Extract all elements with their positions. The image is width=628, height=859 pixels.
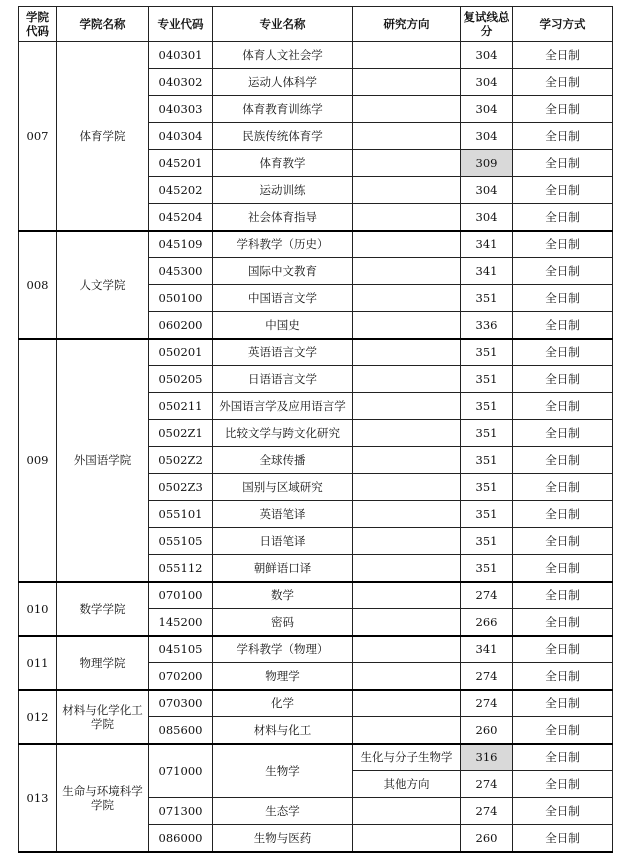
major-name: 朝鲜语口译	[213, 555, 353, 582]
major-code: 071300	[149, 798, 213, 825]
table-row	[19, 339, 613, 366]
study-mode: 全日制	[513, 366, 613, 393]
research-direction: 生化与分子生物学	[353, 744, 461, 771]
study-mode: 全日制	[513, 285, 613, 312]
cutoff-score: 316	[461, 744, 513, 771]
college-code: 012	[19, 690, 57, 744]
study-mode: 全日制	[513, 447, 613, 474]
research-direction	[353, 636, 461, 663]
header-college-code: 学院代码	[19, 7, 57, 42]
major-name: 日语语言文学	[213, 366, 353, 393]
cutoff-score: 351	[461, 474, 513, 501]
major-name: 运动训练	[213, 177, 353, 204]
cutoff-score: 351	[461, 528, 513, 555]
header-score: 复试线总分	[461, 7, 513, 42]
college-code: 008	[19, 231, 57, 339]
study-mode: 全日制	[513, 825, 613, 852]
study-mode: 全日制	[513, 69, 613, 96]
cutoff-score: 336	[461, 312, 513, 339]
research-direction	[353, 420, 461, 447]
research-direction	[353, 69, 461, 96]
cutoff-score: 274	[461, 798, 513, 825]
cutoff-score: 351	[461, 366, 513, 393]
table-row	[19, 42, 613, 69]
research-direction	[353, 204, 461, 231]
study-mode: 全日制	[513, 96, 613, 123]
college-name: 物理学院	[57, 636, 149, 690]
major-code: 045204	[149, 204, 213, 231]
major-name: 密码	[213, 609, 353, 636]
research-direction	[353, 690, 461, 717]
major-name: 学科教学（历史）	[213, 231, 353, 258]
major-code: 085600	[149, 717, 213, 744]
study-mode: 全日制	[513, 393, 613, 420]
major-name: 国别与区域研究	[213, 474, 353, 501]
major-code: 050100	[149, 285, 213, 312]
research-direction	[353, 96, 461, 123]
college-code: 007	[19, 42, 57, 231]
major-code: 055105	[149, 528, 213, 555]
cutoff-score: 304	[461, 123, 513, 150]
major-name: 社会体育指导	[213, 204, 353, 231]
header-study-mode: 学习方式	[513, 7, 613, 42]
college-code: 009	[19, 339, 57, 582]
research-direction	[353, 825, 461, 852]
study-mode: 全日制	[513, 582, 613, 609]
research-direction	[353, 258, 461, 285]
study-mode: 全日制	[513, 609, 613, 636]
study-mode: 全日制	[513, 528, 613, 555]
research-direction	[353, 393, 461, 420]
major-name: 数学	[213, 582, 353, 609]
major-code: 060200	[149, 312, 213, 339]
major-name: 比较文学与跨文化研究	[213, 420, 353, 447]
major-name: 学科教学（物理）	[213, 636, 353, 663]
research-direction	[353, 150, 461, 177]
major-name: 日语笔译	[213, 528, 353, 555]
study-mode: 全日制	[513, 798, 613, 825]
research-direction	[353, 123, 461, 150]
college-code: 013	[19, 744, 57, 852]
major-name: 中国语言文学	[213, 285, 353, 312]
table-row	[19, 582, 613, 609]
study-mode: 全日制	[513, 204, 613, 231]
cutoff-score: 274	[461, 690, 513, 717]
major-code: 050205	[149, 366, 213, 393]
cutoff-score: 260	[461, 717, 513, 744]
study-mode: 全日制	[513, 150, 613, 177]
table-row	[19, 636, 613, 663]
header-direction: 研究方向	[353, 7, 461, 42]
study-mode: 全日制	[513, 258, 613, 285]
major-name: 国际中文教育	[213, 258, 353, 285]
study-mode: 全日制	[513, 312, 613, 339]
study-mode: 全日制	[513, 420, 613, 447]
study-mode: 全日制	[513, 771, 613, 798]
research-direction	[353, 177, 461, 204]
header-row	[19, 7, 613, 42]
major-name: 英语语言文学	[213, 339, 353, 366]
college-name: 人文学院	[57, 231, 149, 339]
major-name: 生物与医药	[213, 825, 353, 852]
major-code: 040304	[149, 123, 213, 150]
college-code: 010	[19, 582, 57, 636]
research-direction	[353, 501, 461, 528]
research-direction	[353, 42, 461, 69]
header-college-name: 学院名称	[57, 7, 149, 42]
cutoff-score: 351	[461, 555, 513, 582]
major-code: 040302	[149, 69, 213, 96]
major-code: 045201	[149, 150, 213, 177]
cutoff-score: 266	[461, 609, 513, 636]
major-code: 0502Z3	[149, 474, 213, 501]
cutoff-score: 274	[461, 771, 513, 798]
college-code: 011	[19, 636, 57, 690]
header-major-name: 专业名称	[213, 7, 353, 42]
major-name: 体育人文社会学	[213, 42, 353, 69]
study-mode: 全日制	[513, 717, 613, 744]
table-row	[19, 744, 613, 771]
cutoff-score: 274	[461, 582, 513, 609]
study-mode: 全日制	[513, 636, 613, 663]
research-direction	[353, 717, 461, 744]
research-direction	[353, 339, 461, 366]
cutoff-score: 309	[461, 150, 513, 177]
major-code: 040301	[149, 42, 213, 69]
cutoff-score: 341	[461, 231, 513, 258]
major-name: 体育教学	[213, 150, 353, 177]
major-name: 体育教育训练学	[213, 96, 353, 123]
cutoff-score: 351	[461, 285, 513, 312]
cutoff-score: 351	[461, 420, 513, 447]
study-mode: 全日制	[513, 663, 613, 690]
major-code: 055112	[149, 555, 213, 582]
major-code: 145200	[149, 609, 213, 636]
cutoff-score: 351	[461, 339, 513, 366]
major-name: 中国史	[213, 312, 353, 339]
major-code: 070200	[149, 663, 213, 690]
research-direction	[353, 447, 461, 474]
major-code: 071000	[149, 744, 213, 798]
major-name: 民族传统体育学	[213, 123, 353, 150]
major-name: 材料与化工	[213, 717, 353, 744]
research-direction	[353, 312, 461, 339]
research-direction	[353, 366, 461, 393]
cutoff-score: 351	[461, 447, 513, 474]
college-name: 数学学院	[57, 582, 149, 636]
cutoff-score: 351	[461, 393, 513, 420]
study-mode: 全日制	[513, 231, 613, 258]
major-code: 045300	[149, 258, 213, 285]
cutoff-score: 304	[461, 204, 513, 231]
cutoff-score: 274	[461, 663, 513, 690]
study-mode: 全日制	[513, 42, 613, 69]
major-code: 040303	[149, 96, 213, 123]
research-direction	[353, 528, 461, 555]
study-mode: 全日制	[513, 744, 613, 771]
major-code: 045105	[149, 636, 213, 663]
major-code: 070100	[149, 582, 213, 609]
major-name: 生物学	[213, 744, 353, 798]
table-row	[19, 231, 613, 258]
research-direction	[353, 663, 461, 690]
major-code: 070300	[149, 690, 213, 717]
research-direction: 其他方向	[353, 771, 461, 798]
major-name: 生态学	[213, 798, 353, 825]
major-code: 0502Z1	[149, 420, 213, 447]
cutoff-score: 304	[461, 42, 513, 69]
header-major-code: 专业代码	[149, 7, 213, 42]
study-mode: 全日制	[513, 474, 613, 501]
major-code: 045202	[149, 177, 213, 204]
study-mode: 全日制	[513, 690, 613, 717]
college-name: 外国语学院	[57, 339, 149, 582]
cutoff-score: 304	[461, 69, 513, 96]
major-name: 英语笔译	[213, 501, 353, 528]
cutoff-score: 304	[461, 177, 513, 204]
college-name: 体育学院	[57, 42, 149, 231]
major-code: 086000	[149, 825, 213, 852]
major-name: 物理学	[213, 663, 353, 690]
research-direction	[353, 798, 461, 825]
research-direction	[353, 231, 461, 258]
study-mode: 全日制	[513, 555, 613, 582]
major-code: 055101	[149, 501, 213, 528]
cutoff-score-table	[18, 6, 613, 853]
table-body	[19, 42, 613, 852]
major-code: 050211	[149, 393, 213, 420]
study-mode: 全日制	[513, 177, 613, 204]
table-row	[19, 690, 613, 717]
major-name: 全球传播	[213, 447, 353, 474]
research-direction	[353, 474, 461, 501]
cutoff-score: 341	[461, 636, 513, 663]
major-code: 050201	[149, 339, 213, 366]
research-direction	[353, 285, 461, 312]
college-name: 生命与环境科学学院	[57, 744, 149, 852]
cutoff-score: 341	[461, 258, 513, 285]
study-mode: 全日制	[513, 123, 613, 150]
major-code: 0502Z2	[149, 447, 213, 474]
cutoff-score: 260	[461, 825, 513, 852]
study-mode: 全日制	[513, 501, 613, 528]
college-name: 材料与化学化工学院	[57, 690, 149, 744]
major-name: 外国语言学及应用语言学	[213, 393, 353, 420]
research-direction	[353, 555, 461, 582]
major-name: 化学	[213, 690, 353, 717]
major-name: 运动人体科学	[213, 69, 353, 96]
research-direction	[353, 609, 461, 636]
research-direction	[353, 582, 461, 609]
study-mode: 全日制	[513, 339, 613, 366]
cutoff-score: 351	[461, 501, 513, 528]
major-code: 045109	[149, 231, 213, 258]
cutoff-score: 304	[461, 96, 513, 123]
